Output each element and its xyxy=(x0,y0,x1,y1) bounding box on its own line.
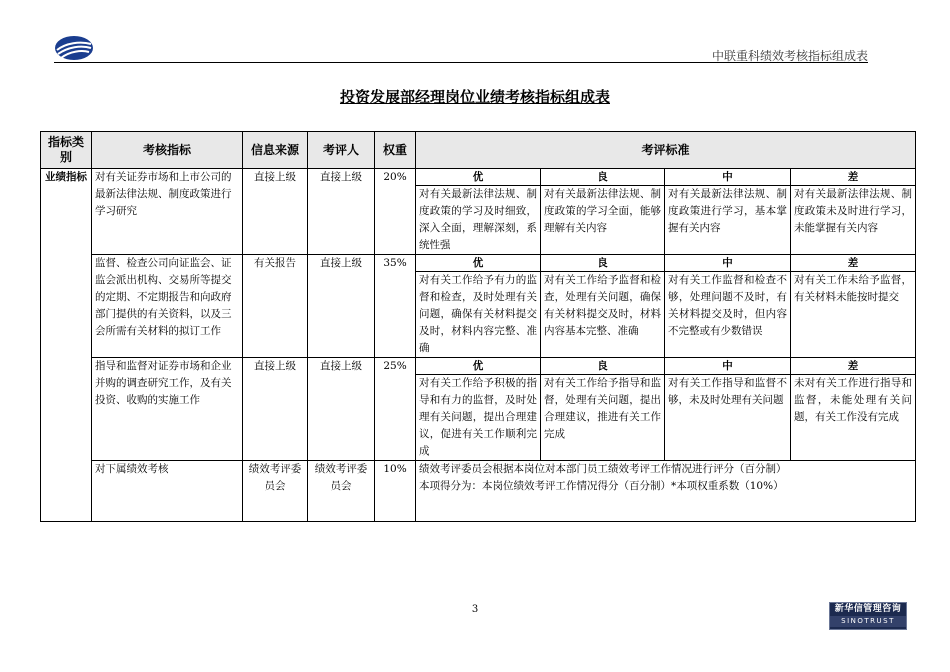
table-header-row xyxy=(41,132,916,169)
standard-poor: 对有关最新法律法规、制度政策未及时进行学习，未能掌握有关内容 xyxy=(791,186,916,255)
evaluator-cell: 直接上级 xyxy=(308,169,375,255)
grade-header-excellent: 优 xyxy=(416,169,541,186)
col-header-standard: 考评标准 xyxy=(416,132,916,169)
standard-medium: 对有关工作监督和检查不够，处理问题不及时，有关材料提交及时，但内容不完整或有少数错误 xyxy=(665,272,791,358)
document-title: 投资发展部经理岗位业绩考核指标组成表 xyxy=(339,88,610,106)
weight-cell: 25% xyxy=(375,358,416,461)
page-number: 3 xyxy=(471,604,479,615)
source-cell: 有关报告 xyxy=(243,255,308,358)
col-header-weight: 权重 xyxy=(375,132,416,169)
grade-header-medium: 中 xyxy=(665,169,791,186)
standard-excellent: 对有关工作给予有力的监督和检查，及时处理有关问题，确保有关材料提交及时，材料内容完整、准确 xyxy=(416,272,541,358)
table-row xyxy=(41,461,916,522)
col-header-category: 指标类别 xyxy=(41,132,92,169)
indicator-cell: 指导和监督对证券市场和企业并购的调查研究工作，及有关投资、收购的实施工作 xyxy=(92,358,243,461)
weight-cell: 35% xyxy=(375,255,416,358)
standard-excellent: 对有关最新法律法规、制度政策的学习及时细致，深入全面，理解深刻，系统性强 xyxy=(416,186,541,255)
standard-poor: 未对有关工作进行指导和监督，未能处理有关问题，有关工作没有完成 xyxy=(791,375,916,461)
evaluator-cell: 绩效考评委员会 xyxy=(308,461,375,522)
company-logo-icon xyxy=(54,33,94,63)
grade-header-good: 良 xyxy=(541,169,665,186)
standard-line-2: 本项得分为：本岗位绩效考评工作情况得分（百分制）*本项权重系数（10%） xyxy=(419,480,784,492)
col-header-source: 信息来源 xyxy=(243,132,308,169)
grade-header-medium: 中 xyxy=(665,255,791,272)
brand-name-en: SINOTRUST xyxy=(830,616,906,627)
source-cell: 直接上级 xyxy=(243,358,308,461)
weight-cell: 20% xyxy=(375,169,416,255)
standard-good: 对有关工作给予监督和检查，处理有关问题，确保有关材料提交及时，材料内容基本完整、准确 xyxy=(541,272,665,358)
header-divider xyxy=(54,62,868,63)
standard-medium: 对有关最新法律法规、制度政策进行学习，基本掌握有关内容 xyxy=(665,186,791,255)
category-cell: 业绩指标 xyxy=(41,169,92,522)
standard-good: 对有关最新法律法规、制度政策的学习全面，能够理解有关内容 xyxy=(541,186,665,255)
grade-header-good: 良 xyxy=(541,358,665,375)
evaluator-cell: 直接上级 xyxy=(308,255,375,358)
indicator-cell: 监督、检查公司向证监会、证监会派出机构、交易所等提交的定期、不定期报告和向政府部门提供的有关资料，以及三会所需有关材料的拟订工作 xyxy=(92,255,243,358)
indicator-cell: 对有关证券市场和上市公司的最新法律法规、制度政策进行学习研究 xyxy=(92,169,243,255)
grade-header-poor: 差 xyxy=(791,358,916,375)
grade-header-excellent: 优 xyxy=(416,255,541,272)
table-row xyxy=(41,169,916,186)
grade-header-poor: 差 xyxy=(791,255,916,272)
evaluator-cell: 直接上级 xyxy=(308,358,375,461)
standard-good: 对有关工作给予指导和监督，处理有关问题，提出合理建议，推进有关工作完成 xyxy=(541,375,665,461)
brand-name-cn: 新华信管理咨询 xyxy=(834,604,902,614)
brand-logo xyxy=(829,602,907,630)
grade-header-poor: 差 xyxy=(791,169,916,186)
standard-line-1: 绩效考评委员会根据本岗位对本部门员工绩效考评工作情况进行评分（百分制） xyxy=(419,463,787,475)
standard-medium: 对有关工作指导和监督不够，未及时处理有关问题 xyxy=(665,375,791,461)
grade-header-good: 良 xyxy=(541,255,665,272)
table-row xyxy=(41,255,916,272)
grade-header-medium: 中 xyxy=(665,358,791,375)
header-company-title: 中联重科绩效考核指标组成表 xyxy=(711,49,868,63)
weight-cell: 10% xyxy=(375,461,416,522)
col-header-indicator: 考核指标 xyxy=(92,132,243,169)
standard-merged-cell xyxy=(416,461,916,522)
source-cell: 绩效考评委员会 xyxy=(243,461,308,522)
col-header-evaluator: 考评人 xyxy=(308,132,375,169)
standard-excellent: 对有关工作给予积极的指导和有力的监督，及时处理有关问题，提出合理建议，促进有关工作顺利完成 xyxy=(416,375,541,461)
indicator-cell: 对下属绩效考核 xyxy=(92,461,243,522)
source-cell: 直接上级 xyxy=(243,169,308,255)
standard-poor: 对有关工作未给予监督，有关材料未能按时提交 xyxy=(791,272,916,358)
table-row xyxy=(41,358,916,375)
grade-header-excellent: 优 xyxy=(416,358,541,375)
assessment-table xyxy=(40,131,916,522)
